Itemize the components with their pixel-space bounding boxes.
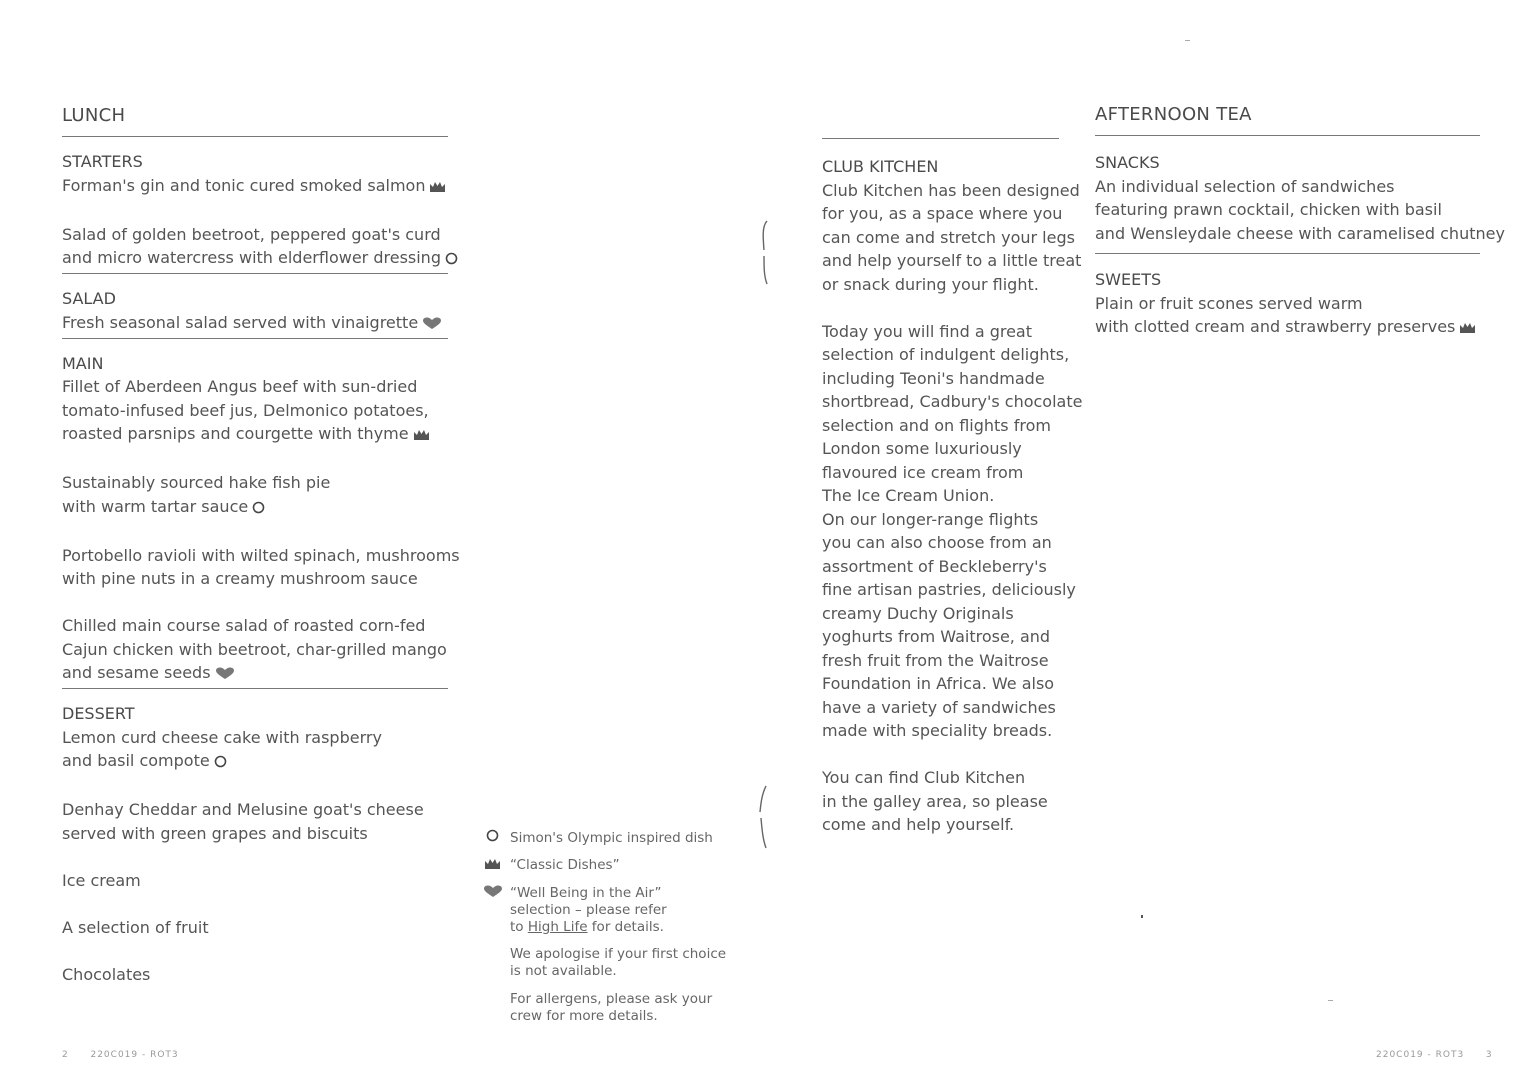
text-line [822,179,1080,203]
menu-item-line [62,223,448,247]
salad-heading: SALAD [62,289,116,308]
menu-item-line [62,375,448,399]
text-line [822,555,1059,579]
text-line-content: selection of indulgent delights, [822,345,1070,364]
menu-item [62,963,448,987]
apology-line-2: is not available. [510,963,617,979]
text-line [822,672,1059,696]
afternoon-tea-column [1095,104,1505,341]
menu-item [62,471,448,520]
menu-item-line [62,495,448,521]
menu-item-line [62,544,460,568]
text-line [822,226,1075,250]
text-line-content: and Wensleydale cheese with caramelised chutney [1095,223,1505,243]
heart-icon [483,885,503,904]
club-kitchen-column [822,138,1083,837]
text-line [822,461,1059,485]
text-line-content: can come and stretch your legs [822,227,1075,247]
menu-item [62,544,460,591]
menu-item-line [62,869,448,893]
menu-item-line [62,726,448,750]
page-number-right: 3 [1485,1050,1493,1060]
high-life-link[interactable]: High Life [527,919,588,935]
crown-icon [429,176,446,200]
menu-item-text: Fillet of Aberdeen Angus beef with sun-dried [62,377,418,396]
text-line [822,202,1063,226]
menu-item-line [62,638,448,662]
text-line-content: or snack during your flight. [822,274,1039,294]
lunch-column [62,105,460,1010]
legend-wellbeing-2: selection – please refer [510,902,667,918]
text-line [822,578,1076,602]
text-line-content: made with speciality breads. [822,721,1053,740]
menu-item-text: Forman's gin and tonic cured smoked salmon [62,175,426,195]
menu-item-text: Portobello ravioli with wilted spinach, mushrooms [62,545,460,565]
text-line-content: On our longer-range flights [822,509,1039,529]
crown-icon [1459,317,1476,341]
dessert-heading: DESSERT [62,704,135,723]
menu-item-text: tomato-infused beef jus, Delmonico potatoes, [62,400,429,420]
menu-item-line [62,798,448,822]
crown-icon [413,424,430,448]
menu-item-text: roasted parsnips and courgette with thyme [62,424,409,443]
menu-item-line [62,174,448,200]
text-line-content: in the galley area, so please [822,791,1048,811]
snacks-heading: SNACKS [1095,153,1160,172]
text-line [1095,198,1480,222]
text-line-content: come and help yourself. [822,815,1015,834]
starters-heading: STARTERS [62,152,143,171]
menu-item-line [62,246,448,272]
crown-icon [484,857,501,876]
text-line [822,249,1082,273]
menu-item [62,614,448,687]
text-line [822,625,1059,649]
text-line-content: You can find Club Kitchen [822,768,1026,787]
menu-item-text: Lemon curd cheese cake with raspberry [62,727,382,747]
menu-item-line [62,822,448,846]
scan-speck [1328,1000,1333,1001]
lunch-title: LUNCH [62,105,126,126]
legend-wellbeing-3 [510,919,664,937]
text-line-content: shortbread, Cadbury's chocolate [822,392,1083,411]
menu-item-text: and sesame seeds [62,663,211,682]
menu-item-text: Ice cream [62,870,141,890]
menu-item-text: Chilled main course salad of roasted corn-fed [62,616,426,635]
circle-icon [445,248,458,272]
circle-icon [486,829,499,848]
main-heading: MAIN [62,353,104,373]
divider [62,338,448,339]
menu-item-text: Cajun chicken with beetroot, char-grilled mango [62,639,447,659]
text-line-content: Foundation in Africa. We also [822,674,1055,693]
print-code-right: 220C019 - ROT3 [1376,1050,1465,1060]
text-line-content: you can also choose from an [822,533,1052,552]
menu-item-text: Denhay Cheddar and Melusine goat's cheese [62,800,424,819]
text-line [822,367,1059,391]
heart-icon [215,663,235,687]
menu-item [62,726,448,775]
circle-icon [252,497,265,521]
menu-item-text: with warm tartar sauce [62,496,249,516]
text-line [822,813,1059,837]
menu-item-text: with pine nuts in a creamy mushroom sauce [62,569,418,588]
menu-item-text: Salad of golden beetroot, peppered goat's curd [62,224,441,244]
menu-item [62,798,448,845]
text-line [822,273,1059,297]
scan-speck [1185,40,1190,41]
menu-item-text: Fresh seasonal salad served with vinaigrette [62,312,419,332]
club-kitchen-heading: CLUB KITCHEN [822,157,939,176]
footer-right [1376,1050,1493,1060]
apology-line-1: We apologise if your first choice [510,946,727,962]
menu-item-line [62,916,448,940]
circle-icon [214,751,227,775]
text-line-content: and help yourself to a little treat [822,251,1082,270]
text-line [822,414,1059,438]
menu-item [62,375,448,448]
text-line [822,390,1083,414]
text-line-content: Today you will find a great [822,321,1033,341]
starters-section [62,150,448,272]
menu-item-line [62,661,448,687]
sweets-heading: SWEETS [1095,270,1162,289]
page-number-left: 2 [62,1050,69,1060]
menu-item [62,869,448,893]
menu-item-text: A selection of fruit [62,917,209,937]
allergen-line-2: crew for more details. [510,1008,658,1024]
menu-item-text: and micro watercress with elderflower dressing [62,248,441,267]
legend-olympic: Simon's Olympic inspired dish [510,830,713,846]
text-line-content: creamy Duchy Originals [822,603,1014,623]
text-line [1095,175,1480,199]
menu-item-line [62,399,448,423]
legend-classic: “Classic Dishes” [510,857,620,873]
menu-item [62,174,448,200]
menu-item-line [62,567,448,591]
divider [62,136,448,137]
menu-item-line [62,963,448,987]
text-line [822,719,1059,743]
text-line-content: including Teoni's handmade [822,368,1045,388]
text-line-content: fresh fruit from the Waitrose [822,650,1049,670]
menu-item-text: served with green grapes and biscuits [62,823,368,843]
menu-item-line [62,311,448,337]
text-line [822,602,1059,626]
menu-item-text: and basil compote [62,751,210,770]
menu-item [62,916,448,940]
fold-bracket-bottom [756,782,770,852]
allergen-line-1: For allergens, please ask your [510,991,713,1007]
divider [1095,253,1480,254]
text-line-content: assortment of Beckleberry's [822,556,1047,576]
text-line [822,508,1059,532]
text-line-content: with clotted cream and strawberry preserves [1095,317,1456,336]
divider [822,138,1059,139]
salad-section [62,287,448,336]
menu-item-text: Sustainably sourced hake fish pie [62,473,331,492]
scan-speck [1141,915,1143,918]
legend-wellbeing-3-pre: to [510,919,528,935]
text-line [822,766,1059,790]
legend-wellbeing-1: “Well Being in the Air” [510,885,662,901]
menu-item-text: Chocolates [62,964,151,984]
dessert-section [62,702,448,986]
menu-item-line [62,749,448,775]
print-code-left: 220C019 - ROT3 [90,1050,179,1060]
main-section [62,352,460,687]
menu-item-line [62,422,448,448]
text-line [822,790,1059,814]
text-line-content: Club Kitchen has been designed [822,180,1080,200]
menu-item [62,223,448,272]
text-line [822,649,1059,673]
text-line-content: Plain or fruit scones served warm [1095,293,1363,313]
text-line [822,484,1059,508]
menu-item [62,311,448,337]
text-line-content: have a variety of sandwiches [822,697,1056,717]
text-line [822,696,1059,720]
text-line [1095,292,1480,316]
text-line-content: featuring prawn cocktail, chicken with basil [1095,200,1442,219]
menu-item-line [62,471,448,495]
text-line [822,320,1059,344]
text-line-content: The Ice Cream Union. [822,486,995,505]
legend-wellbeing-3-post: for details. [587,919,664,935]
text-line [1095,315,1480,341]
divider [62,273,448,274]
text-line [1095,222,1505,246]
heart-icon [422,313,442,337]
menu-item-line [62,614,448,638]
divider [62,688,448,689]
text-line [822,343,1070,367]
text-line [822,437,1059,461]
text-line-content: for you, as a space where you [822,204,1063,223]
text-line-content: yoghurts from Waitrose, and [822,627,1051,646]
text-line-content: fine artisan pastries, deliciously [822,580,1076,599]
afternoon-tea-title: AFTERNOON TEA [1095,104,1252,125]
text-line-content: London some luxuriously [822,439,1022,458]
text-line [822,531,1059,555]
divider [1095,135,1480,136]
text-line-content: An individual selection of sandwiches [1095,176,1395,196]
text-line-content: flavoured ice cream from [822,462,1024,482]
text-line-content: selection and on flights from [822,415,1051,435]
fold-bracket-top [758,218,772,288]
footer-left [62,1050,179,1060]
